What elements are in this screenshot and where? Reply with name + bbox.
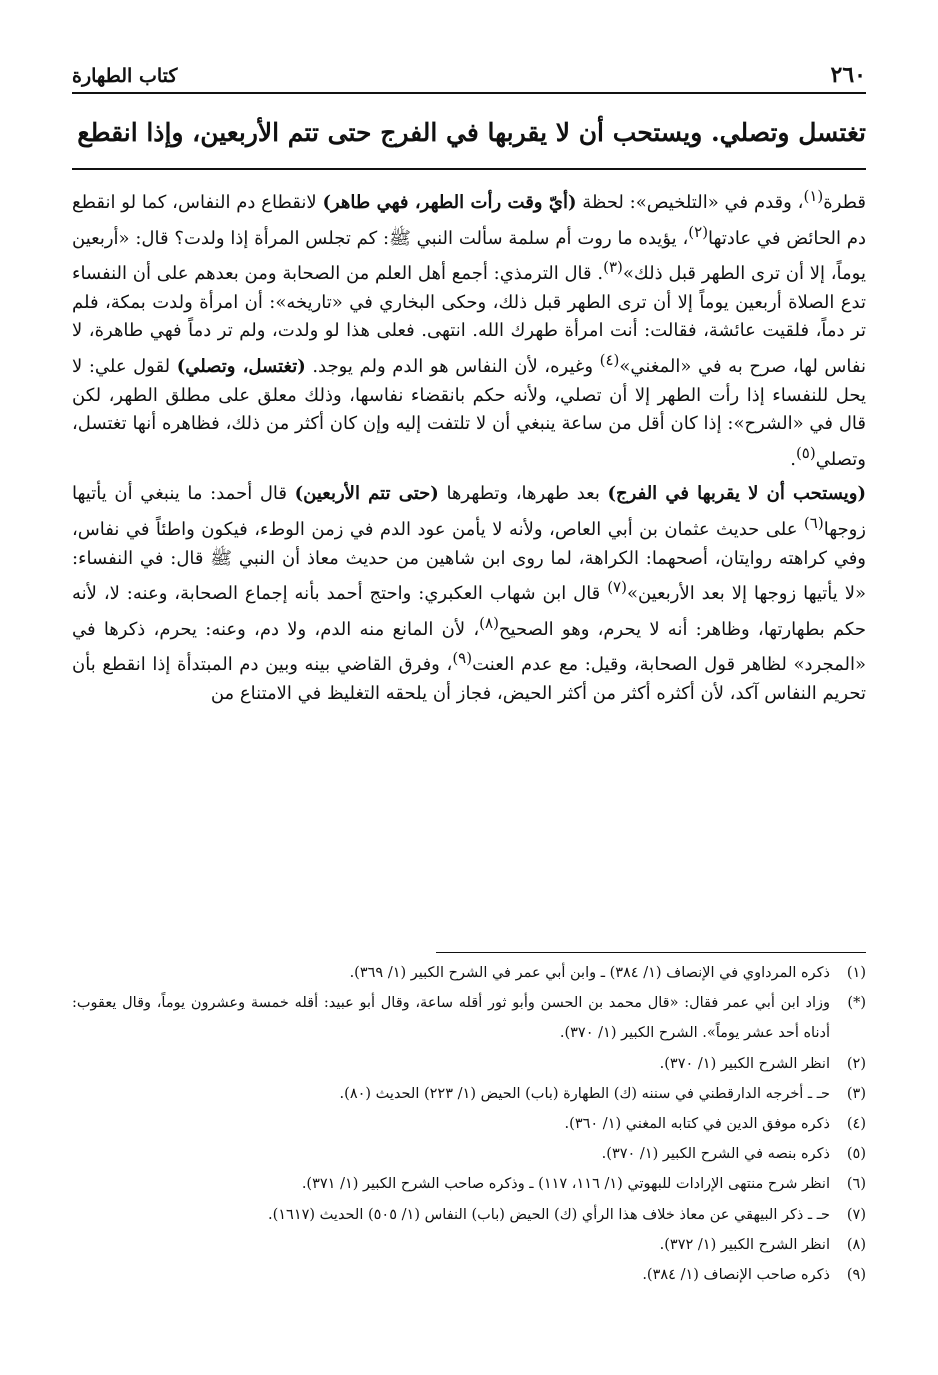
footnote-ref-6: (٦) (803, 513, 824, 532)
page-number: ٢٦٠ (830, 62, 866, 88)
footnote-text: انظر الشرح الكبير (١/ ٣٧٠). (659, 1055, 830, 1072)
footnote-number: (٥) (846, 1146, 866, 1163)
footnote-text: انظر الشرح الكبير (١/ ٣٧٢). (659, 1236, 830, 1253)
footnote (72, 1109, 866, 1139)
commentary-paragraph-2: (ويستحب أن لا يقربها في الفرج) بعد طهرها، وتطهرها (حتى تتم الأربعين) قال أحمد: ما ينبغي أن يأتيها زوجها$^{(٦)}$ على حديث عثمان بن أبي العاص، ولأنه لا يأمن عود الدم في زمن الوطء، فيكون واطئاً في نفاس، وفي كراهته روايتان، أصحهما: الكراهة، لما روى ابن شاهين من حديث معاذ أن النبي ﷺ قال: في النفساء: «لا يأتيها زوجها إلا بعد الأربعين»$^{(٧)}$ قال ابن شهاب العكبري: واحتج أحمد بأنه إجماع الصحابة، وعنه: لا، لأنه حكم بطهارتها، وظاهر: أنه لا يحرم، وهو الصحيح$^{(٨)}$، لأن المانع منه الدم، ولا دم، وعنه: يحرم، ذكرها في «المجرد» لظاهر قول الصحابة، وقيل: مع عدم العنت$^{(٩)}$، وفرق القاضي بينه وبين دم المبتدأة إذا انقطع بأن تحريم النفاس آكد، لأن أكثره أكثر من أكثر الحيض، فجاز أن يلحقه التغليظ في الامتناع من (72, 483, 866, 704)
footnote (72, 958, 866, 988)
footnote-number: (٤) (846, 1116, 866, 1133)
footnote-ref-9: (٩) (452, 649, 473, 668)
footnote-text: ذكره صاحب الإنصاف (١/ ٣٨٤). (642, 1267, 830, 1284)
footnote-text: حـ ـ ذكر البيهقي عن معاذ خلاف هذا الرأي (ك) الحيض (باب) النفاس (١/ ٥٠٥) الحديث (١٦١٧). (267, 1206, 830, 1223)
footnote-text: حـ ـ أخرجه الدارقطني في سننه (ك) الطهارة (باب) الحيض (١/ ٢٢٣) الحديث (٨٠). (339, 1085, 830, 1102)
footnote-ref-4: (٤) (599, 350, 620, 369)
commentary (72, 182, 866, 709)
footnote-number: (٣) (846, 1085, 866, 1102)
footnote-ref-2: (٢) (688, 222, 709, 241)
quoted-matn: (حتى تتم الأربعين) (294, 483, 439, 505)
footnote-divider (436, 952, 866, 953)
matn-divider (72, 168, 866, 170)
footnote-ref-3: (٣) (603, 258, 623, 277)
footnote (72, 1260, 866, 1290)
book-title: كتاب الطهارة (72, 65, 178, 87)
running-header (72, 52, 866, 94)
footnote-text: ذكره موفق الدين في كتابه المغني (١/ ٣٦٠). (564, 1116, 830, 1133)
matn-text: تغتسل وتصلي. ويستحب أن لا يقربها في الفرج حتى تتم الأربعين، وإذا انقطع (77, 118, 866, 147)
footnote-text: انظر شرح منتهى الإرادات للبهوتي (١/ ١١٦، ١١٧) ـ وذكره صاحب الشرح الكبير (١/ ٣٧١). (301, 1176, 830, 1193)
quoted-matn: (ويستحب أن لا يقربها في الفرج) (607, 483, 866, 505)
footnote (72, 1079, 866, 1109)
footnote (72, 1139, 866, 1169)
footnote (72, 1169, 866, 1199)
footnote-text: ذكره المرداوي في الإنصاف (١/ ٣٨٤) ـ وابن أبي عمر في الشرح الكبير (١/ ٣٦٩). (349, 965, 830, 981)
footnote-ref-1: (١) (803, 187, 824, 205)
footnote (72, 1230, 866, 1260)
footnote-number: (*) (847, 995, 866, 1012)
footnote-number: (٨) (846, 1236, 866, 1253)
footnote (72, 1200, 866, 1230)
quoted-matn: (أيّ وقت رأت الطهر، فهي طاهر) (322, 192, 577, 213)
commentary-paragraph-1: قطرة$^{(١)}$، وقدم في «التلخيص»: لحظة (أيّ وقت رأت الطهر، فهي طاهر) لانقطاع دم النفاس، كما لو انقطع دم الحائض في عادتها$^{(٢)}$، يؤيده ما روت أم سلمة سألت النبي ﷺ: كم تجلس المرأة إذا ولدت؟ قال: «أربعين يوماً، إلا أن ترى الطهر قبل ذلك»$^{(٣)}$. قال الترمذي: أجمع أهل العلم من الصحابة ومن بعدهم على أن النفساء تدع الصلاة أربعين يوماً إلا أن ترى الطهر قبل ذلك، وحكى البخاري في «تاريخه»: أن امرأة ولدت بمكة، فلم تر دماً، فلقيت عائشة، فقالت: أنت امرأة طهرك الله. انتهى. فعلى هذا لو ولدت، ولم تر دماً فهي طاهرة، لا نفاس لها، صرح به في «المغني»$^{(٤)}$ وغيره، لأن النفاس هو الدم ولم يوجد. (تغتسل، وتصلي) لقول علي: لا يحل للنفساء إذا رأت الطهر إلا أن تصلي، ولأنه حكم بانقضاء نفاسها، وذلك معلق على مطلق الطهر، لكن قال في «الشرح»: إذا كان أقل من ساعة ينبغي أن لا تلتفت إليه وإن كان أكثر من ذلك، فظاهره أنها تغتسل، وتصلي$^{(٥)}$. (72, 187, 866, 470)
footnote-number: (٩) (846, 1267, 866, 1284)
footnote-ref-8: (٨) (479, 613, 499, 632)
footnote (72, 1049, 866, 1079)
footnotes (72, 958, 866, 1290)
footnote (72, 988, 866, 1048)
footnote-number: (٢) (846, 1055, 866, 1072)
footnote-number: (٦) (846, 1176, 866, 1193)
footnote-number: (٧) (846, 1206, 866, 1223)
footnote-text: وزاد ابن أبي عمر فقال: «قال محمد بن الحسن وأبو ثور أقله ساعة، وقال أبو عبيد: أقله خمسة وعشرون يوماً، وقال يعقوب: أدناه أحد عشر يوماً». الشرح الكبير (١/ ٣٧٠). (72, 995, 830, 1042)
quoted-matn: (تغتسل، وتصلي) (176, 355, 306, 377)
footnote-number: (١) (846, 965, 866, 981)
footnote-ref-7: (٧) (607, 578, 627, 597)
footnote-ref-5: (٥) (795, 443, 816, 462)
footnote-text: ذكره بنصه في الشرح الكبير (١/ ٣٧٠). (601, 1146, 830, 1163)
